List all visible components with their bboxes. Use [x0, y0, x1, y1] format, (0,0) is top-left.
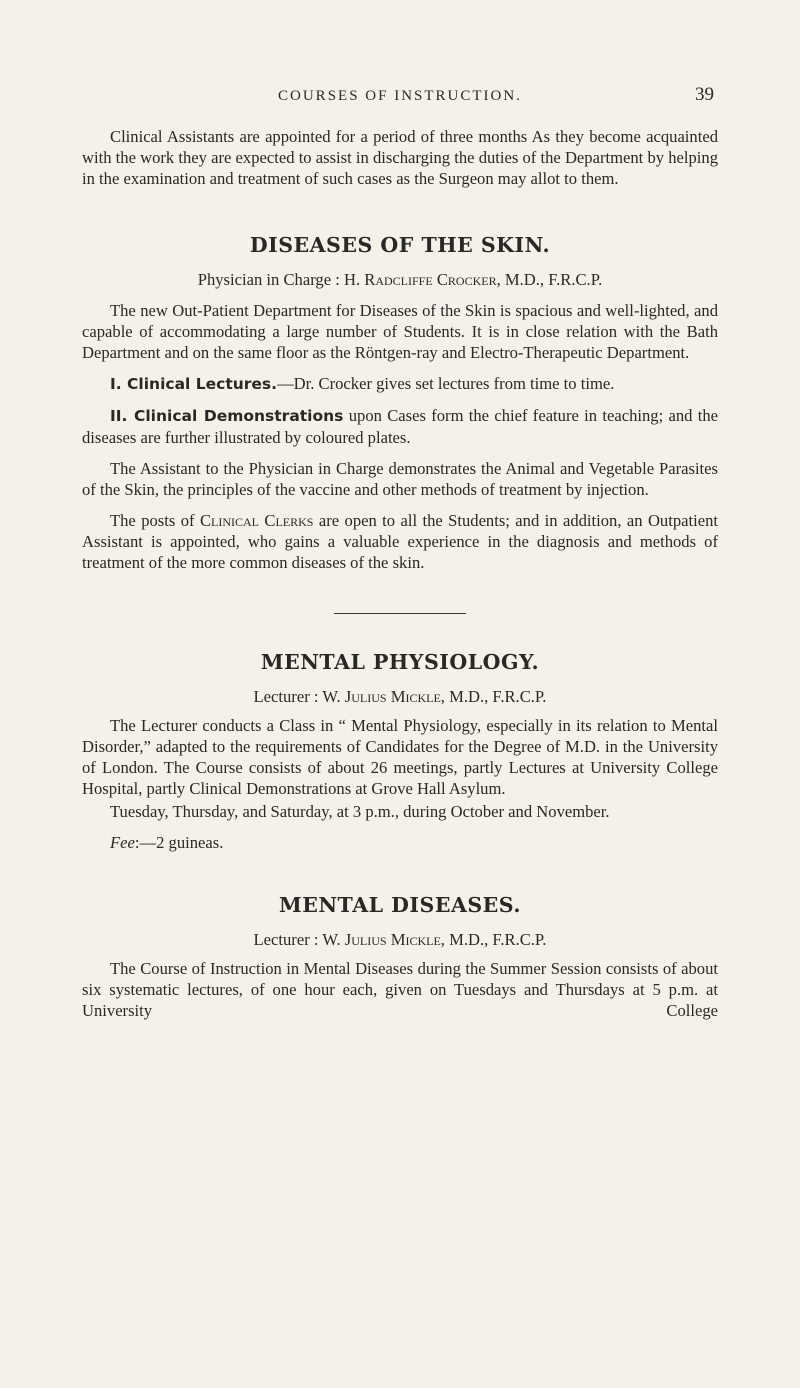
md-lecturer-prefix: Lecturer : W.: [253, 930, 345, 949]
running-head: [82, 84, 718, 108]
mp-fee: [82, 832, 718, 853]
mp-lecturer-prefix: Lecturer : W.: [253, 687, 345, 706]
fee-text: :—2 guineas.: [134, 833, 224, 852]
skin-paragraph-1: The new Out-Patient Department for Diseases of the Skin is spacious and well-lighted, and capable of accommodating a large number of Students. It is in close relation with the Bath Department and on the same floor as the Röntgen-ray and Electro-Therapeutic Department.: [82, 301, 718, 362]
item-2-label: II. Clinical Demonstrations: [110, 407, 344, 425]
physician-name: Radcliffe Crocker: [364, 270, 497, 289]
md-lecturer-line: [82, 929, 718, 950]
page-number: 39: [695, 84, 714, 105]
clinical-clerks: Clinical Clerks: [199, 511, 314, 530]
mp-lecturer-suffix: , M.D., F.R.C.P.: [440, 687, 547, 706]
page-body: [82, 126, 718, 1021]
mp-lecturer-name: Julius Mickle: [344, 687, 441, 706]
skin-item-1: [82, 373, 718, 395]
skin-paragraph-2: The Assistant to the Physician in Charge demonstrates the Animal and Vegetable Parasites of the Skin, the principles of the vaccine and other methods of treatment by injection.: [82, 459, 718, 499]
intro-paragraph: Clinical Assistants are appointed for a period of three months As they become acquainted with the work they are expected to assist in discharging the duties of the Department by helping in the examination and treatment of such cases as the Surgeon may allot to them.: [82, 127, 718, 188]
fee-label: Fee: [110, 833, 135, 852]
section-title-mental-physiology: MENTAL PHYSIOLOGY.: [260, 650, 540, 674]
item-2-text: upon Cases form the chief feature in teaching; and the diseases are further illustrated by coloured plates.: [82, 406, 719, 447]
physician-line: [82, 269, 718, 290]
physician-suffix: , M.D., F.R.C.P.: [496, 270, 603, 289]
mp-lecturer-line: [82, 686, 718, 707]
section-title-skin: DISEASES OF THE SKIN.: [249, 233, 551, 257]
running-title: COURSES OF INSTRUCTION.: [278, 88, 522, 104]
mp-paragraph-1: The Lecturer conducts a Class in “ Mental Physiology, especially in its relation to Mental Disorder,” adapted to the requirements of Candidates for the Degree of M.D. in the University of London. The Course consists of about 26 meetings, partly Lectures at University College Hospital, partly Clinical Demonstrations at Grove Hall Asylum.: [82, 716, 718, 798]
md-lecturer-suffix: , M.D., F.R.C.P.: [440, 930, 547, 949]
md-lecturer-name: Julius Mickle: [344, 930, 441, 949]
para3-prefix: The posts of: [110, 511, 200, 530]
skin-paragraph-3: [82, 510, 718, 573]
item-1-label: I. Clinical Lectures.: [110, 375, 278, 393]
para3-suffix: are open to all the Students; and in addition, an Outpatient Assistant is appointed, who gains a valuable experience in the diagnosis and methods of treatment of the more common diseases of the skin.: [82, 511, 718, 572]
section-title-mental-diseases: MENTAL DISEASES.: [279, 893, 521, 917]
skin-item-2: [82, 405, 718, 448]
item-1-text: —Dr. Crocker gives set lectures from time to time.: [277, 374, 615, 393]
md-paragraph-1: The Course of Instruction in Mental Diseases during the Summer Session consists of about six systematic lectures, of one hour each, given on Tuesdays and Thursdays at 5 p.m. at University College: [82, 959, 718, 1020]
mp-paragraph-2: Tuesday, Thursday, and Saturday, at 3 p.m., during October and November.: [110, 802, 610, 821]
physician-prefix: Physician in Charge : H.: [197, 270, 365, 289]
